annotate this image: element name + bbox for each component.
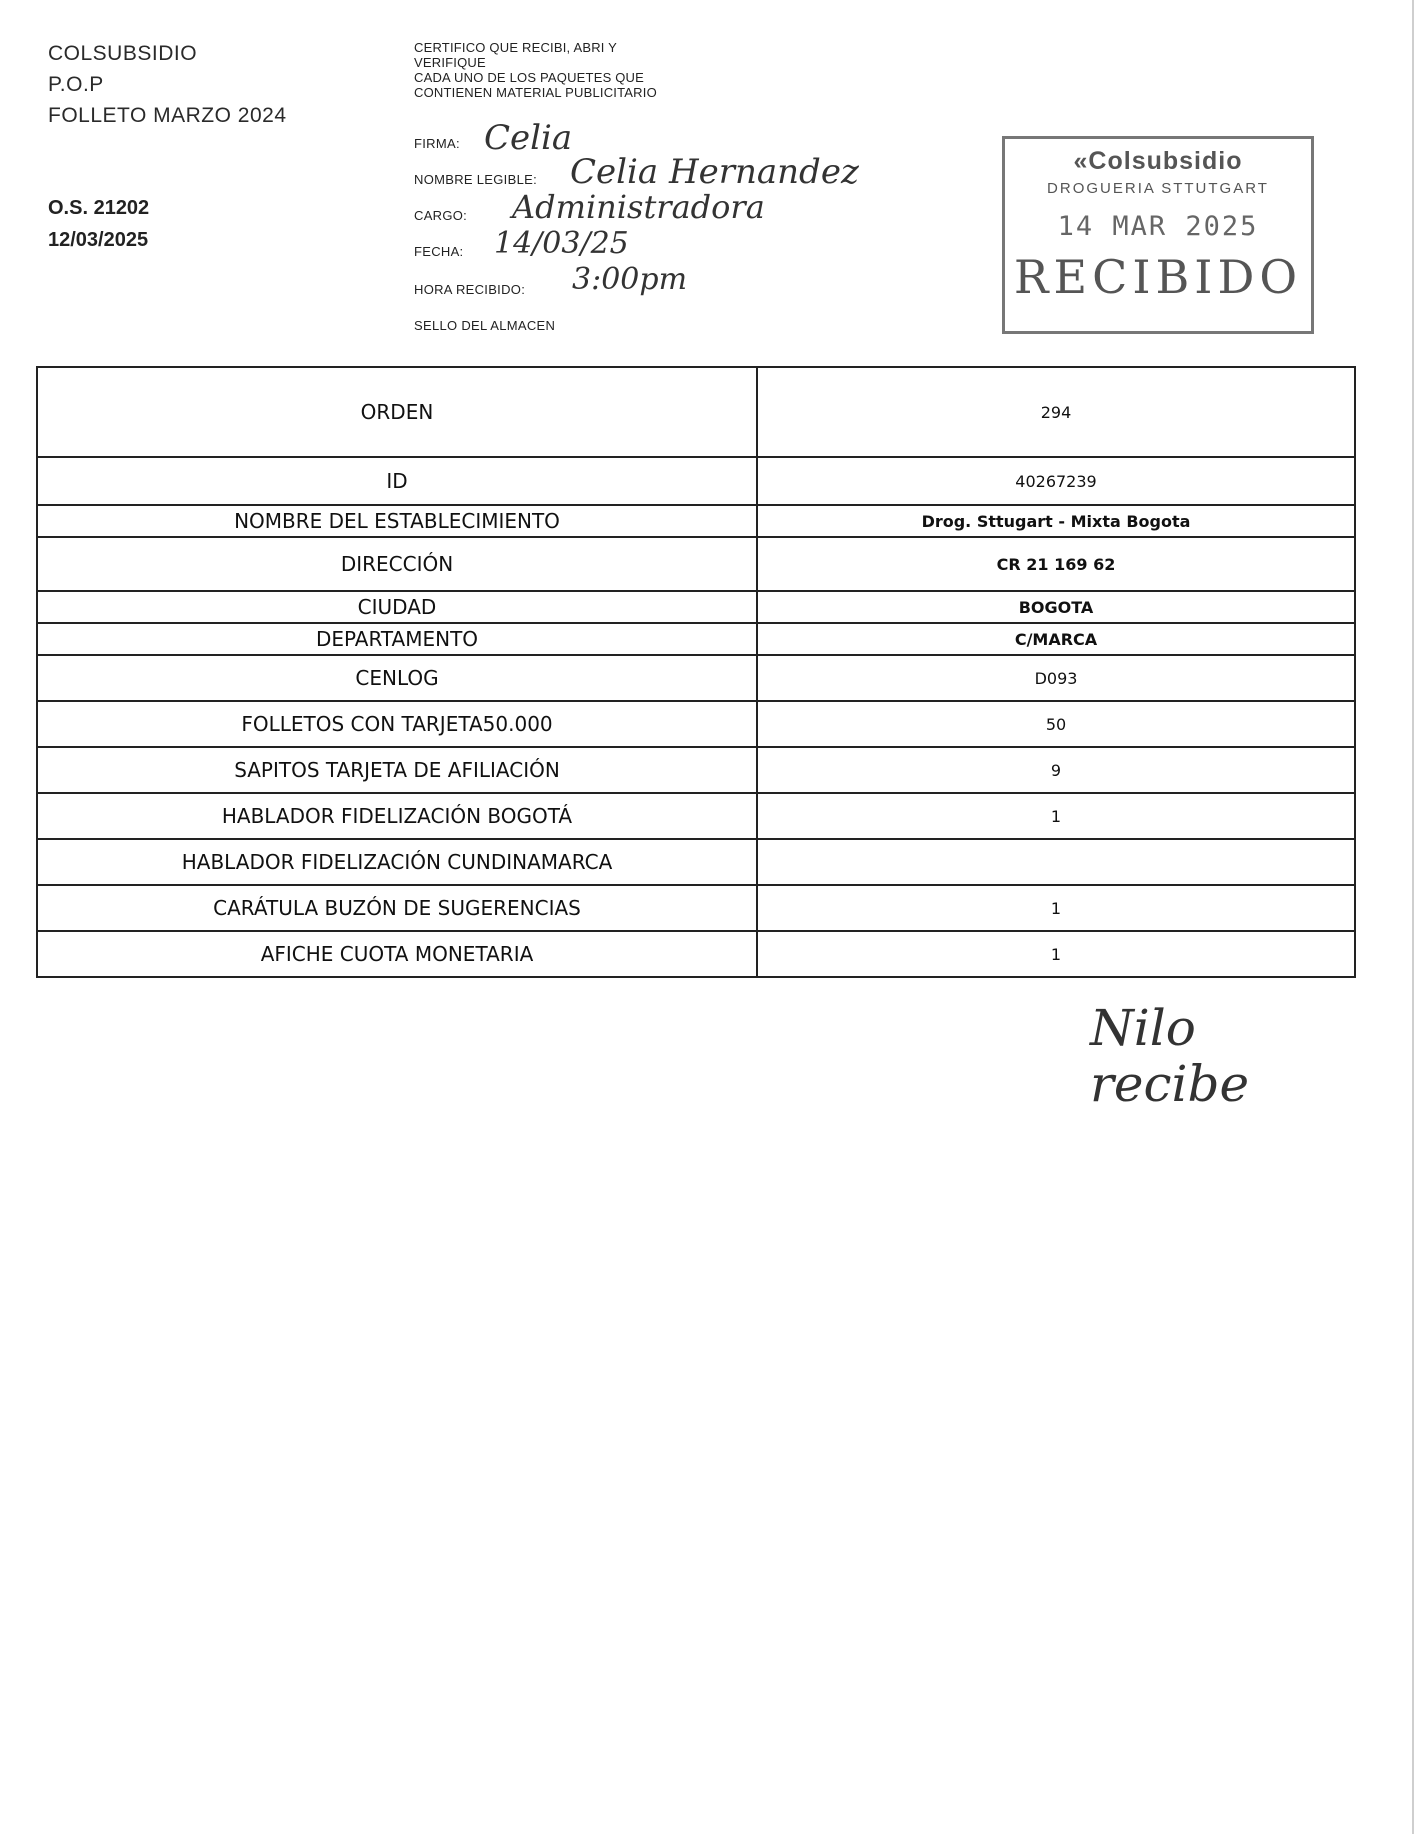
table-row bbox=[37, 457, 1355, 505]
fecha-value: 14/03/25 bbox=[494, 226, 629, 261]
table-row bbox=[37, 537, 1355, 591]
fecha-label: FECHA: bbox=[414, 244, 464, 259]
folleto-title: FOLLETO MARZO 2024 bbox=[48, 104, 287, 127]
table-row bbox=[37, 839, 1355, 885]
company-name: COLSUBSIDIO bbox=[48, 42, 198, 65]
row-value: 1 bbox=[757, 885, 1355, 931]
cert-line: CADA UNO DE LOS PAQUETES QUE bbox=[414, 70, 645, 85]
cert-line: CERTIFICO QUE RECIBI, ABRI Y bbox=[414, 40, 618, 55]
row-label: DIRECCIÓN bbox=[37, 537, 757, 591]
cert-line: CONTIENEN MATERIAL PUBLICITARIO bbox=[414, 85, 657, 100]
os-number: O.S. 21202 bbox=[48, 197, 150, 219]
row-label: AFICHE CUOTA MONETARIA bbox=[37, 931, 757, 977]
row-label: ID bbox=[37, 457, 757, 505]
row-value: 1 bbox=[757, 931, 1355, 977]
hora-label: HORA RECIBIDO: bbox=[414, 282, 526, 297]
note-line: recibe bbox=[1090, 1055, 1250, 1113]
hora-value: 3:00pm bbox=[572, 262, 688, 297]
order-service-block bbox=[48, 192, 149, 256]
row-label: CARÁTULA BUZÓN DE SUGERENCIAS bbox=[37, 885, 757, 931]
row-value: BOGOTA bbox=[757, 591, 1355, 623]
stamp-store: DROGUERIA STTUTGART bbox=[1047, 180, 1269, 197]
stamp-brand bbox=[1005, 147, 1311, 176]
row-label: FOLLETOS CON TARJETA50.000 bbox=[37, 701, 757, 747]
stamp-status: RECIBIDO bbox=[1013, 250, 1303, 304]
firma-label: FIRMA: bbox=[414, 136, 460, 151]
row-value: CR 21 169 62 bbox=[757, 537, 1355, 591]
table-row bbox=[37, 505, 1355, 537]
table-row bbox=[37, 931, 1355, 977]
handwritten-note bbox=[1090, 1000, 1249, 1112]
table-row bbox=[37, 591, 1355, 623]
cargo-value: Administradora bbox=[512, 188, 765, 226]
row-value bbox=[757, 839, 1355, 885]
company-header bbox=[48, 38, 287, 131]
row-value: 1 bbox=[757, 793, 1355, 839]
pop-label: P.O.P bbox=[48, 73, 104, 96]
row-value: C/MARCA bbox=[757, 623, 1355, 655]
row-value: Drog. Sttugart - Mixta Bogota bbox=[757, 505, 1355, 537]
table-row bbox=[37, 747, 1355, 793]
row-label: SAPITOS TARJETA DE AFILIACIÓN bbox=[37, 747, 757, 793]
row-value: 40267239 bbox=[757, 457, 1355, 505]
nombre-value: Celia Hernandez bbox=[570, 152, 859, 192]
row-label: HABLADOR FIDELIZACIÓN BOGOTÁ bbox=[37, 793, 757, 839]
certification-text bbox=[414, 40, 734, 100]
order-table-body bbox=[37, 367, 1355, 977]
nombre-label: NOMBRE LEGIBLE: bbox=[414, 172, 537, 187]
row-label: HABLADOR FIDELIZACIÓN CUNDINAMARCA bbox=[37, 839, 757, 885]
table-row bbox=[37, 623, 1355, 655]
table-row bbox=[37, 793, 1355, 839]
os-date: 12/03/2025 bbox=[48, 229, 149, 251]
row-value: 9 bbox=[757, 747, 1355, 793]
row-value: 50 bbox=[757, 701, 1355, 747]
row-label: CENLOG bbox=[37, 655, 757, 701]
row-label: ORDEN bbox=[37, 367, 757, 457]
order-table bbox=[36, 366, 1356, 978]
table-row bbox=[37, 367, 1355, 457]
row-label: NOMBRE DEL ESTABLECIMIENTO bbox=[37, 505, 757, 537]
double-chevron-icon: « bbox=[1073, 147, 1089, 175]
note-line: Nilo bbox=[1090, 999, 1196, 1057]
cert-line: VERIFIQUE bbox=[414, 55, 486, 70]
sello-label: SELLO DEL ALMACEN bbox=[414, 318, 556, 333]
table-row bbox=[37, 701, 1355, 747]
firma-signature: Celia bbox=[484, 118, 573, 158]
table-row bbox=[37, 885, 1355, 931]
stamp-date: 14 MAR 2025 bbox=[1057, 211, 1259, 242]
row-value: 294 bbox=[757, 367, 1355, 457]
row-label: DEPARTAMENTO bbox=[37, 623, 757, 655]
stamp-brand-text: Colsubsidio bbox=[1088, 147, 1243, 175]
table-row bbox=[37, 655, 1355, 701]
scan-edge bbox=[1412, 0, 1414, 1834]
cargo-label: CARGO: bbox=[414, 208, 468, 223]
row-value: D093 bbox=[757, 655, 1355, 701]
row-label: CIUDAD bbox=[37, 591, 757, 623]
received-stamp bbox=[1002, 136, 1314, 334]
